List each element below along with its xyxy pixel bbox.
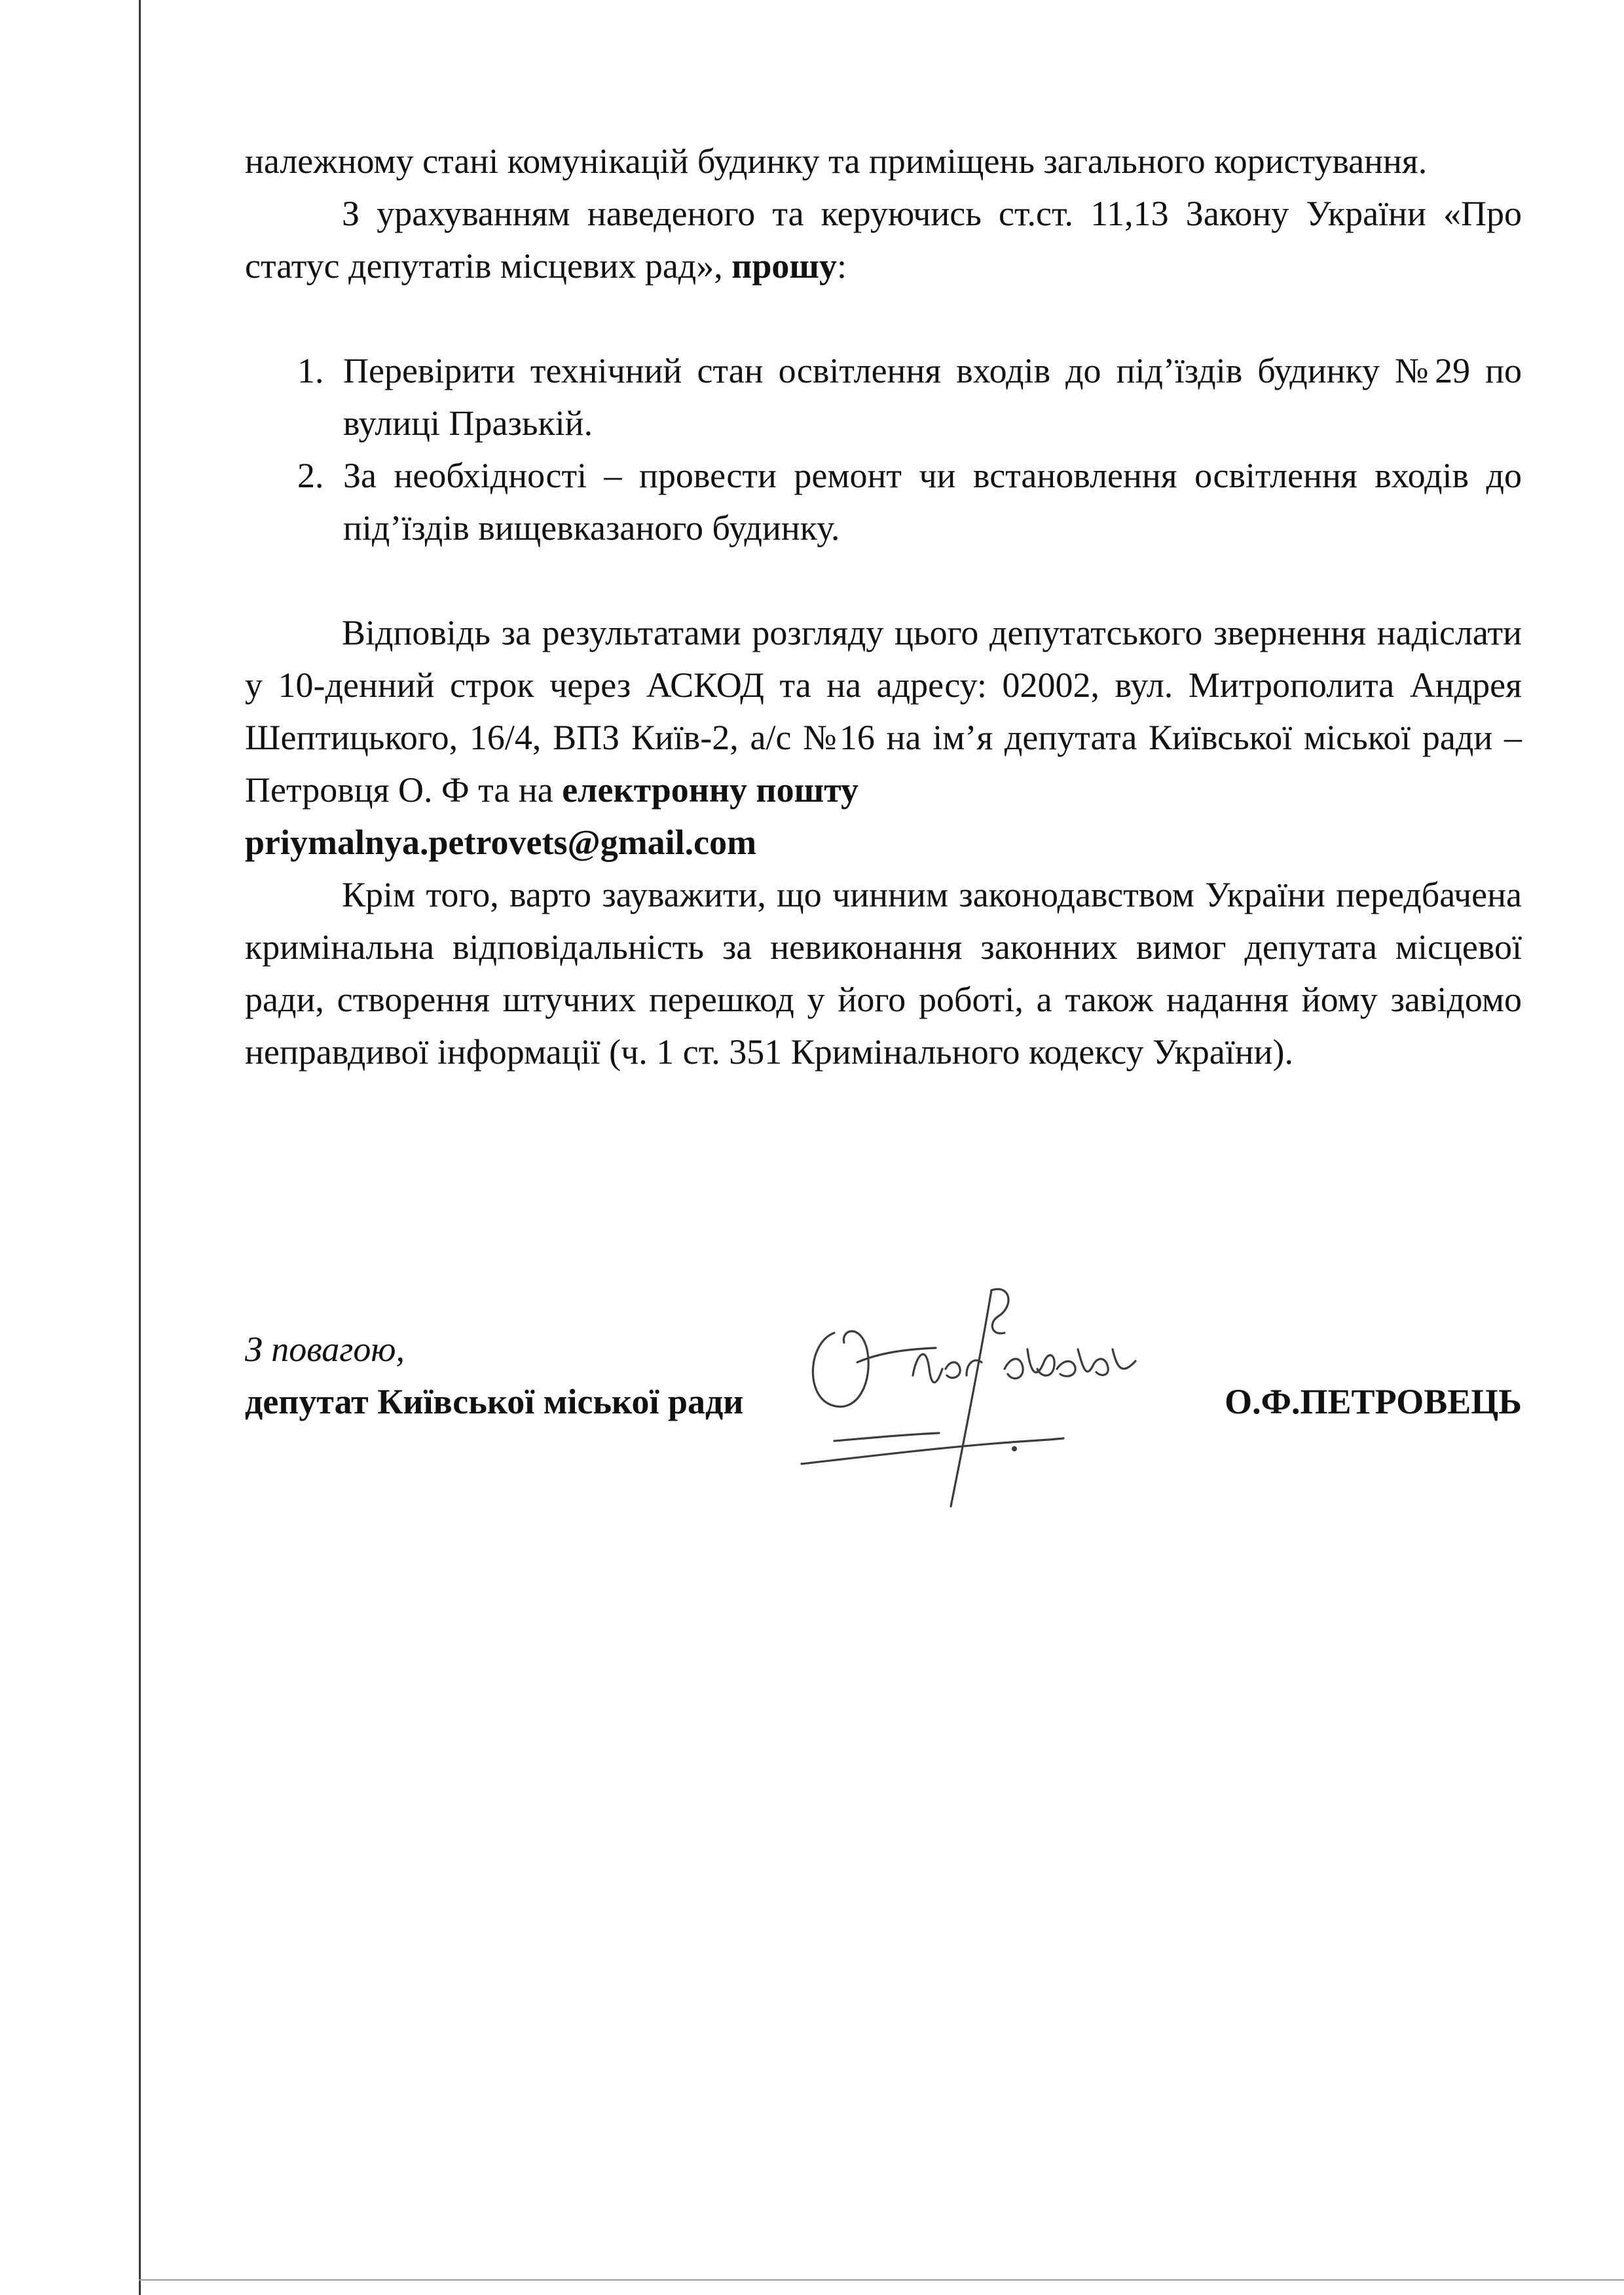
closing-block [245,1323,1522,1520]
request-item-number: 1. [297,351,324,390]
signature-stroke [813,1332,868,1407]
request-colon: : [837,246,847,286]
email-label: електронну пошту [562,770,859,810]
request-item-text: За необхідності – провести ремонт чи встановлення освітлення входів до під’їздів вищевказаного будинку. [343,456,1522,548]
signature-stroke [1057,1361,1075,1376]
paragraph-request-intro [245,187,1522,292]
signature-stroke [1078,1349,1108,1375]
signature-stroke [991,1289,1008,1334]
signature-stroke [913,1354,942,1383]
signature-stroke [951,1290,991,1506]
response-text: Відповідь за результатами розгляду цього депутатського звернення надіслати у 10-денний строк через АСКОД та на адресу: 02002, вул. Митрополита Андрея Шептицького, 16/4, ВПЗ Київ-2, а/с №16 на ім’я депутата Київської міської ради – Петровця О. Ф та на [245,613,1522,810]
paragraph-continuation: належному стані комунікацій будинку та приміщень загального користування. [245,141,1428,181]
email-address: priymalnya.petrovets@gmail.com [245,823,757,862]
handwritten-signature [795,1271,1149,1513]
paragraph-liability: Крім того, варто зауважити, що чинним законодавством України передбачена кримінальна відповідальність за невиконання законних вимог депутата місцевої ради, створення штучних перешкод у його роботі, а також надання йому завідомо неправдивої інформації (ч. 1 ст. 351 Кримінального кодексу України). [245,875,1522,1072]
signatory-title: депутат Київської міської ради [245,1382,744,1421]
signature-stroke [1113,1349,1135,1369]
signatory-name: О.Ф.ПЕТРОВЕЦЬ [1225,1382,1522,1421]
signature-stroke [834,1433,939,1441]
signature-dot [1012,1446,1017,1451]
request-item [245,449,1522,554]
request-word: прошу [731,246,837,286]
letter-body [245,135,1522,1078]
request-item-text: Перевірити технічний стан освітлення входів до під’їздів будинку №29 по вулиці Празькій. [343,351,1522,443]
request-item-number: 2. [297,456,324,495]
signature-stroke [802,1438,1063,1464]
closing-greeting: З повагою, [245,1330,405,1369]
signature-stroke [1027,1349,1054,1375]
request-item [245,345,1522,449]
request-intro-text: З урахуванням наведеного та керуючись ст.ст. 11,13 Закону України «Про статус депутатів місцевих рад», [245,194,1522,286]
request-list [245,345,1522,554]
signature-strokes [802,1289,1135,1506]
paragraph-response [245,606,1522,816]
scan-left-edge [139,0,141,2295]
signature-stroke [946,1362,960,1378]
scan-bottom-edge [139,2279,1624,2281]
signature-stroke [1005,1359,1023,1379]
